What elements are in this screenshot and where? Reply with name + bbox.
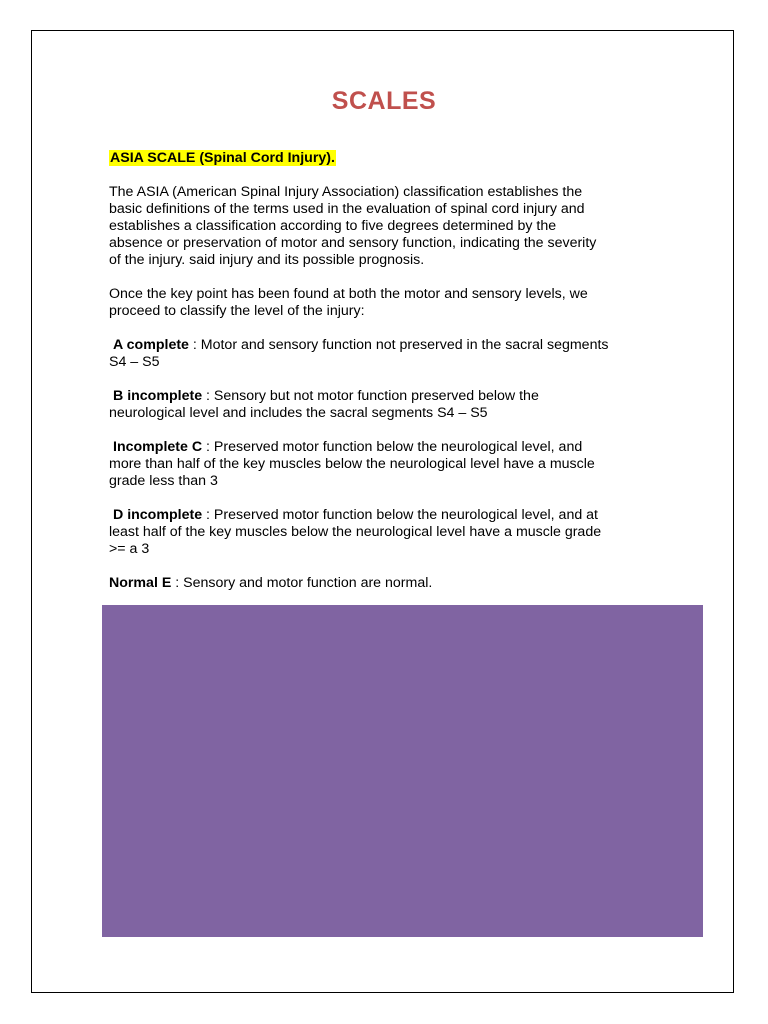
grade-a-line: S4 – S5 [109,354,160,370]
procedure-paragraph [109,286,669,320]
grade-b-line: : Sensory but not motor function preserved below the [202,388,539,404]
grade-a-term: A complete [113,337,189,353]
intro-line: establishes a classification according to five degrees determined by the [109,218,557,234]
grade-d-term: D incomplete [113,507,203,523]
grade-b-term: B incomplete [113,388,203,404]
grade-d-line: : Preserved motor function below the neurological level, and at [202,507,598,523]
grade-a-line: : Motor and sensory function not preserved in the sacral segments [188,337,609,353]
procedure-line: proceed to classify the level of the injury: [109,303,365,319]
grade-c-line: grade less than 3 [109,473,218,489]
grade-c-line: more than half of the key muscles below the neurological level have a muscle [109,456,595,472]
grade-b [109,388,669,422]
intro-line: The ASIA (American Spinal Injury Association) classification establishes the [109,184,583,200]
image-placeholder [102,605,703,937]
intro-paragraph [109,184,669,269]
grade-d-line: least half of the key muscles below the neurological level have a muscle grade [109,524,602,540]
grade-a [109,337,669,371]
grade-e [109,575,669,592]
grade-e-term: Normal E [109,575,172,591]
intro-line: absence or preservation of motor and sensory function, indicating the severity [109,235,597,251]
document-body [109,150,669,609]
section-heading: ASIA SCALE (Spinal Cord Injury). [110,150,335,166]
grade-c-line: : Preserved motor function below the neurological level, and [202,439,583,455]
procedure-line: Once the key point has been found at both the motor and sensory levels, we [109,286,588,302]
page-title: SCALES [331,87,437,115]
grade-b-line: neurological level and includes the sacral segments S4 – S5 [109,405,488,421]
grade-d-line: >= a 3 [109,541,150,557]
grade-d [109,507,669,558]
grade-c [109,439,669,490]
grade-c-term: Incomplete C [113,439,203,455]
grade-e-text: : Sensory and motor function are normal. [171,575,433,591]
intro-line: of the injury. said injury and its possible prognosis. [109,252,425,268]
intro-line: basic definitions of the terms used in the evaluation of spinal cord injury and [109,201,585,217]
